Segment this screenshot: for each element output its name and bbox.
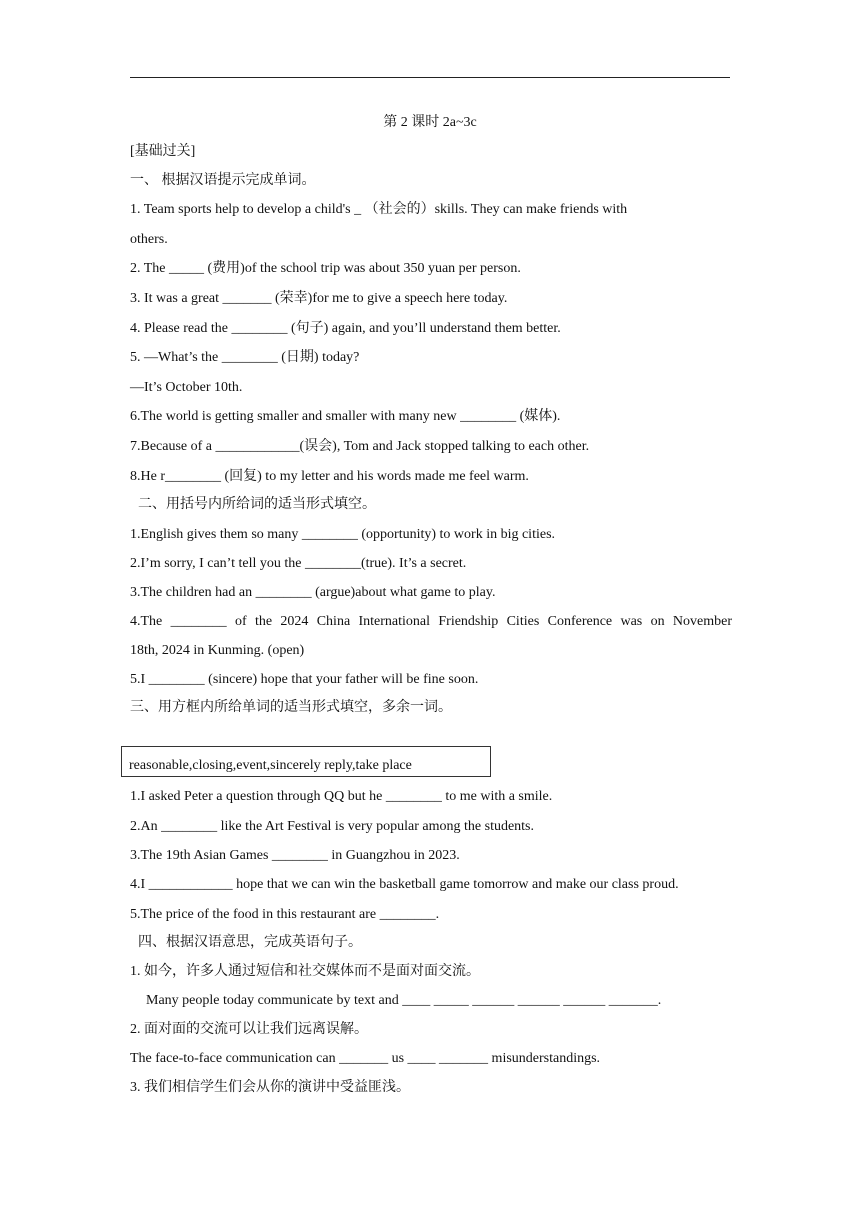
part1-item-1-cont: others. xyxy=(130,232,168,247)
part1-item-4: 4. Please read the ________ (句子) again, and you’ll understand them better. xyxy=(130,321,561,336)
part2-item-3: 3.The children had an ________ (argue)about what game to play. xyxy=(130,585,496,600)
part1-item-7: 7.Because of a ____________(误会), Tom and Jack stopped talking to each other. xyxy=(130,439,590,454)
part1-item-2: 2. The _____ (费用)of the school trip was about 350 yuan per person. xyxy=(130,261,521,276)
part3-heading: 三、用方框内所给单词的适当形式填空，多余一词。 xyxy=(130,700,452,715)
part1-item-6: 6.The world is getting smaller and smaller with many new ________ (媒体). xyxy=(130,409,561,424)
part2-item-5: 5.I ________ (sincere) hope that your father will be fine soon. xyxy=(130,672,479,687)
part4-item-1-english: Many people today communicate by text and ____ _____ ______ ______ ______ _______. xyxy=(146,993,662,1008)
part1-item-5: 5. —What’s the ________ (日期) today? xyxy=(130,350,360,365)
section-heading: [基础过关] xyxy=(130,144,196,159)
word-box-text: reasonable,closing,event,sincerely reply,take place xyxy=(129,758,412,773)
part4-item-3-chinese: 3. 我们相信学生们会从你的演讲中受益匪浅。 xyxy=(130,1080,410,1095)
part4-heading: 四、根据汉语意思，完成英语句子。 xyxy=(138,935,362,950)
part2-item-1: 1.English gives them so many ________ (opportunity) to work in big cities. xyxy=(130,527,556,542)
part3-item-4: 4.I ____________ hope that we can win the basketball game tomorrow and make our class proud. xyxy=(130,877,679,892)
part1-heading: 一、 根据汉语提示完成单词。 xyxy=(130,173,316,188)
part2-item-2: 2.I’m sorry, I can’t tell you the ________(true). It’s a secret. xyxy=(130,556,467,571)
part4-item-2-english: The face-to-face communication can _______ us ____ _______ misunderstandings. xyxy=(130,1051,601,1066)
page-title: 第 2 课时 2a~3c xyxy=(383,115,477,130)
part2-item-4-cont: 18th, 2024 in Kunming. (open) xyxy=(130,643,305,658)
part1-item-8: 8.He r________ (回复) to my letter and his words made me feel warm. xyxy=(130,469,529,484)
part1-item-3: 3. It was a great _______ (荣幸)for me to give a speech here today. xyxy=(130,291,508,306)
part1-item-1: 1. Team sports help to develop a child's _ （社会的）skills. They can make friends with xyxy=(130,202,628,217)
part2-heading: 二、用括号内所给词的适当形式填空。 xyxy=(138,497,376,512)
part3-item-1: 1.I asked Peter a question through QQ but he ________ to me with a smile. xyxy=(130,789,553,804)
part1-item-5-answer: —It’s October 10th. xyxy=(130,380,243,395)
part4-item-2-chinese: 2. 面对面的交流可以让我们远离误解。 xyxy=(130,1022,368,1037)
part3-item-5: 5.The price of the food in this restaurant are ________. xyxy=(130,907,440,922)
header-rule xyxy=(130,77,730,78)
part3-item-3: 3.The 19th Asian Games ________ in Guangzhou in 2023. xyxy=(130,848,460,863)
part3-item-2: 2.An ________ like the Art Festival is very popular among the students. xyxy=(130,819,535,834)
part2-item-4: 4.The ________ of the 2024 China International Friendship Cities Conference was on November xyxy=(130,614,732,629)
part4-item-1-chinese: 1. 如今，许多人通过短信和社交媒体而不是面对面交流。 xyxy=(130,964,480,979)
